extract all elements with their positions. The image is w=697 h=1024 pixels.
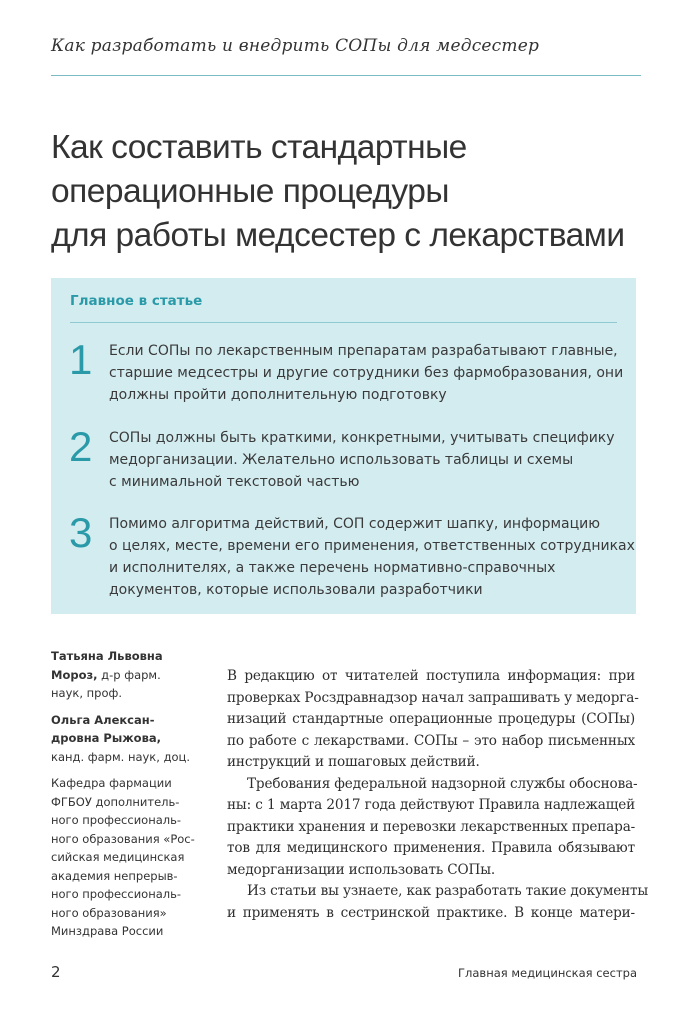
title-line: Как составить стандартные [51,129,467,166]
affiliation [51,774,195,941]
author-sidebar [51,647,195,949]
key-point-line: с минимальной текстовой частью [109,474,360,490]
body-line: проверках Росздравнадзор начал запрашивать у медорга- [227,689,639,706]
key-point-line: СОПы должны быть краткими, конкретными, учитывать специфику [109,430,615,446]
title-line: для работы медсестер с лекарствами [51,217,625,254]
body-line: по работе с лекарствами. СОПы – это набор письменных [227,732,635,749]
body-line: ны: с 1 марта 2017 года действуют Правила надлежащей [227,797,635,813]
affiliation-line: ного профессиональ- [51,887,182,901]
running-header: Как разработать и внедрить СОПы для медсестер [51,36,540,56]
affiliation-line: ного образования «Рос- [51,831,195,846]
author-1 [51,647,191,703]
key-points-heading: Главное в статье [70,293,203,309]
key-point-text [109,427,619,493]
key-point-text [109,340,624,406]
author-name: дровна Рыжова, [51,731,161,745]
key-point-number: 3 [69,509,93,556]
key-point-line: должны пройти дополнительную подготовку [109,387,447,403]
body-line: медорганизации использовать СОПы. [227,861,496,878]
author-name: Ольга Алексан- [51,712,155,727]
title-line: операционные процедуры [51,173,449,210]
page-title [51,126,661,258]
author-name: Татьяна Львовна [51,649,163,663]
body-line: инструкций и пошаговых действий. [227,754,480,770]
body-line: Из статьи вы узнаете, как разработать такие документы [247,883,649,899]
article-body [227,666,649,924]
key-point-line: Помимо алгоритма действий, СОП содержит шапку, информацию [109,516,601,532]
key-points-box [51,278,636,614]
author-degree: канд. фарм. наук, доц. [51,749,191,764]
header-divider [51,75,641,76]
body-line: и применять в сестринской практике. В конце матери- [227,904,635,921]
body-line: Требования федеральной надзорной службы обоснова- [247,775,638,792]
author-degree: д-р фарм. [97,667,161,682]
affiliation-line: ного образования» [51,905,167,920]
key-point-line: о целях, месте, времени его применения, ответственных сотрудниках [109,538,635,554]
affiliation-line: академия непрерыв- [51,868,178,883]
key-point-number: 1 [69,336,93,383]
body-line: В редакцию от читателей поступила информация: при [227,668,635,684]
page-number: 2 [51,963,61,981]
body-line: тов для медицинского применения. Правила обязывают [227,840,635,856]
affiliation-line: ного профессиональ- [51,813,182,827]
key-point-line: документов, которые использовали разработчики [109,582,483,598]
affiliation-line: ФГБОУ дополнитель- [51,794,180,809]
key-point-text [109,513,635,601]
author-2 [51,711,191,767]
key-points-divider [70,322,617,323]
key-point-line: старшие медсестры и другие сотрудники без фармобразования, они [109,365,624,381]
body-line: низаций стандартные операционные процедуры (СОПы) [227,711,635,727]
affiliation-line: Кафедра фармации [51,776,172,790]
author-degree: наук, проф. [51,686,122,700]
body-line: практики хранения и перевозки лекарственных препара- [227,818,636,835]
affiliation-line: сийская медицинская [51,850,185,864]
author-name: Мороз, [51,667,98,682]
journal-name: Главная медицинская сестра [458,966,637,980]
key-point-line: медорганизации. Желательно использовать таблицы и схемы [109,452,574,468]
affiliation-line: Минздрава России [51,924,164,938]
key-point-line: и исполнителях, а также перечень нормативно-справочных [109,560,556,576]
key-point-number: 2 [69,423,93,470]
key-point-line: Если СОПы по лекарственным препаратам разрабатывают главные, [109,343,618,359]
